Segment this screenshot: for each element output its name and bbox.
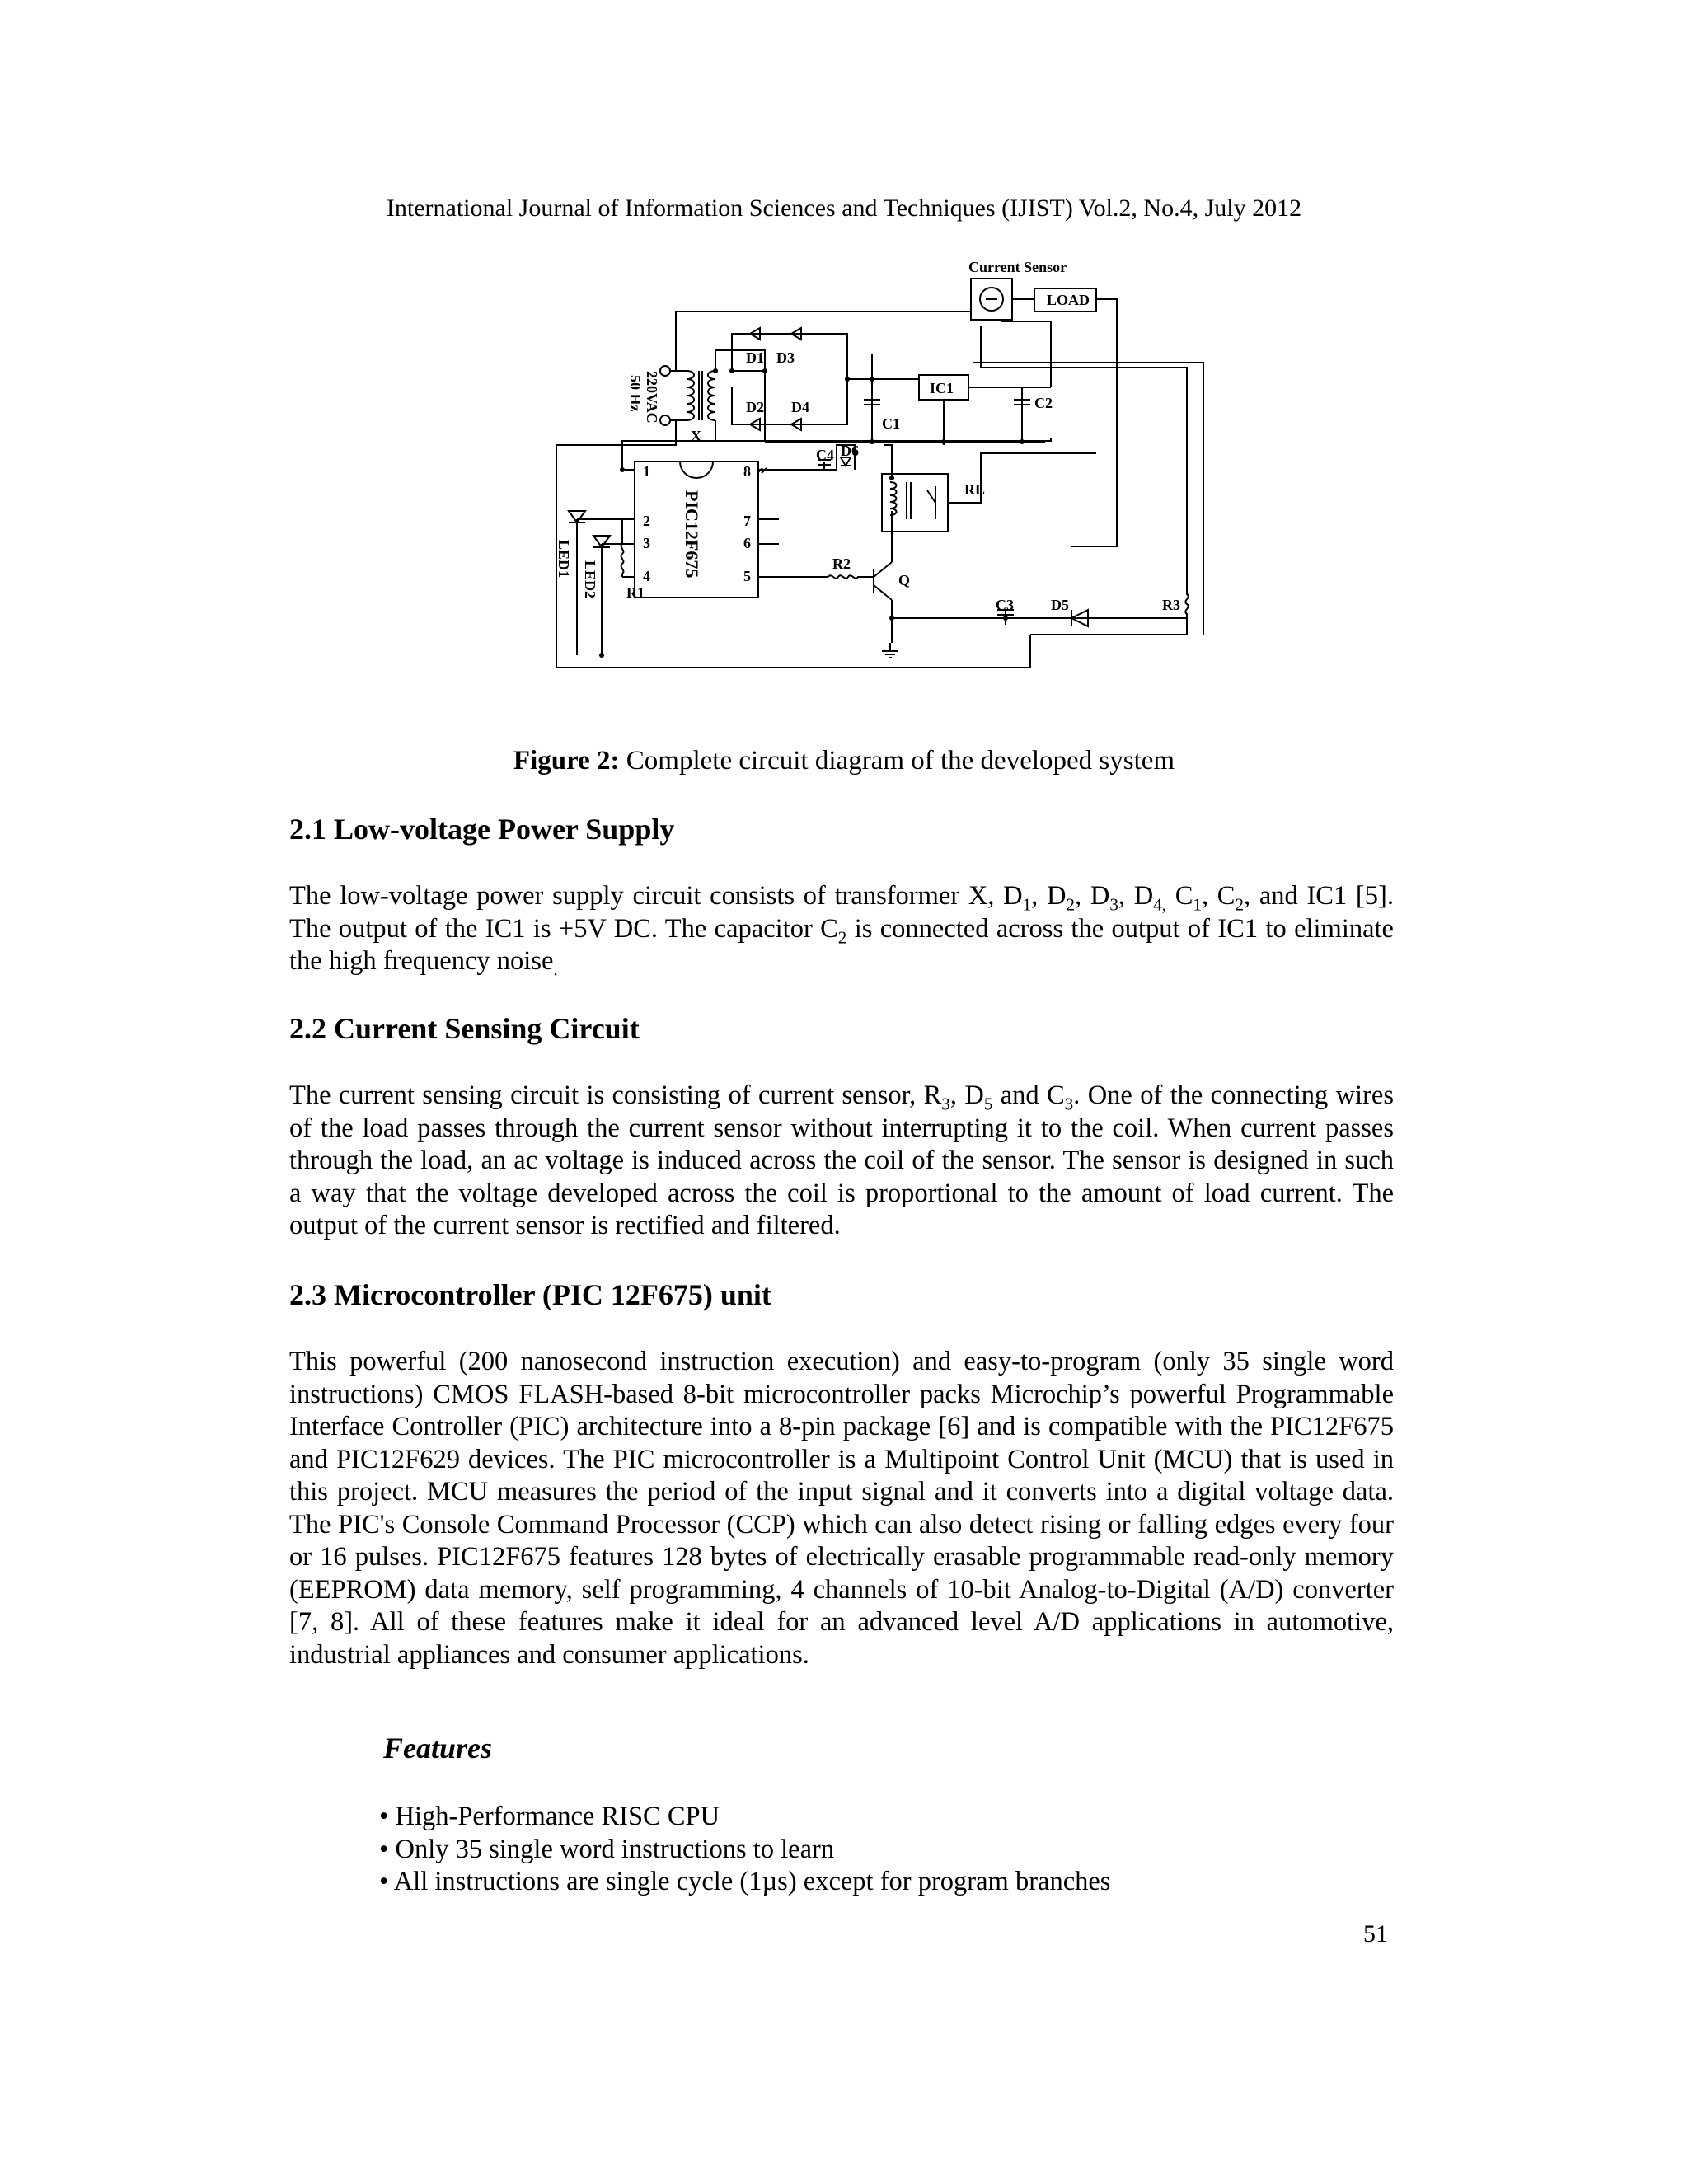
label-220vac: 220VAC [644,371,660,424]
label-load: LOAD [1047,292,1090,308]
label-c2: C2 [1034,395,1053,411]
figure-caption [0,746,1688,776]
label-pin8: 8 [743,463,751,480]
label-r1: R1 [626,584,645,601]
label-d5: D5 [1051,597,1069,613]
label-d6: D6 [841,443,859,459]
label-c3: C3 [996,597,1014,613]
label-pin1: 1 [643,463,650,480]
label-x: X [691,428,701,444]
section-2-3-body: This powerful (200 nanosecond instruction execution) and easy-to-program (only 35 single word instructions) CMOS FLASH-based 8-bit microcontroller packs Microchip’s powerful Programmable Interface Controller (PIC) architecture into a 8-pin package [6] and is compatible with the PIC12F675 and PIC12F629 devices. The PIC microcontroller is a Multipoint Control Unit (MCU) that is used in this project. MCU measures the period of the input signal and it converts into a digital voltage data. The PIC's Console Command Processor (CCP) which can also detect rising or falling edges every four or 16 pulses. PIC12F675 features 128 bytes of electrically erasable programmable read-only memory (EEPROM) data memory, self programming, 4 channels of 10-bit Analog-to-Digital (A/D) converter [7, 8]. All of these features make it ideal for an advanced level A/D applications in automotive, industrial appliances and consumer applications. [289,1347,1394,1670]
running-header: International Journal of Information Sciences and Techniques (IJIST) Vol.2, No.4, July 2012 [386,194,1302,222]
label-chip: PIC12F675 [682,490,702,579]
circuit-diagram-svg [478,247,1319,717]
section-2-3-title: 2.3 Microcontroller (PIC 12F675) unit [289,1278,771,1311]
list-item: • Only 35 single word instructions to learn [379,1834,835,1864]
label-led1: LED1 [556,540,572,579]
label-d1: D1 [746,349,764,366]
circuit-diagram [478,247,1319,717]
label-50hz: 50 Hz [627,375,644,412]
list-item: • High-Performance RISC CPU [379,1802,720,1831]
label-d2: D2 [746,399,764,415]
label-d4: D4 [791,399,809,415]
label-pin6: 6 [743,535,751,551]
label-q: Q [898,572,911,588]
label-c4: C4 [816,447,834,463]
page-number: 51 [1363,1920,1388,1947]
figure-caption-text: Complete circuit diagram of the developed system [619,746,1175,776]
label-current-sensor: Current Sensor [968,259,1067,275]
label-pin3: 3 [643,535,650,551]
label-pin5: 5 [743,568,751,584]
label-d3: D3 [776,349,795,366]
label-rl: RL [964,481,986,498]
label-r2: R2 [832,555,851,572]
label-pin2: 2 [643,513,650,529]
label-ic1: IC1 [930,380,954,396]
features-title: Features [383,1732,493,1765]
list-item: • All instructions are single cycle (1µs) except for program branches [379,1867,1111,1896]
label-pin4: 4 [643,568,650,584]
section-2-1-title: 2.1 Low-voltage Power Supply [289,813,675,846]
label-pin7: 7 [743,513,751,529]
section-2-2-body: The current sensing circuit is consisting of current sensor, $R_3$, $D_5$ and $C_3$. One of the connecting wires of the load passes through the current sensor without interrupting it to the coil. When current passes through the load, an ac voltage is induced across the coil of the sensor. The sensor is designed in such a way that the voltage developed across the coil is proportional to the amount of load current. The output of the current sensor is rectified and filtered. [289,1080,1394,1240]
label-c1: C1 [882,415,900,432]
label-r3: R3 [1162,597,1180,613]
section-2-1-body: The low-voltage power supply circuit consists of transformer X, $D_1$, $D_2$, $D_3$, $D_{4,}$ $C_1$, $C_2$, and IC1 [5]. The output of the IC1 is +5V DC. The capacitor $C_2$ is connected across the output of IC1 to eliminate the high frequency noise$_.$ [289,881,1394,980]
section-2-2-title: 2.2 Current Sensing Circuit [289,1012,640,1045]
features-list [379,1801,1110,1899]
label-led2: LED2 [582,560,598,599]
figure-caption-label: Figure 2: [513,746,620,776]
